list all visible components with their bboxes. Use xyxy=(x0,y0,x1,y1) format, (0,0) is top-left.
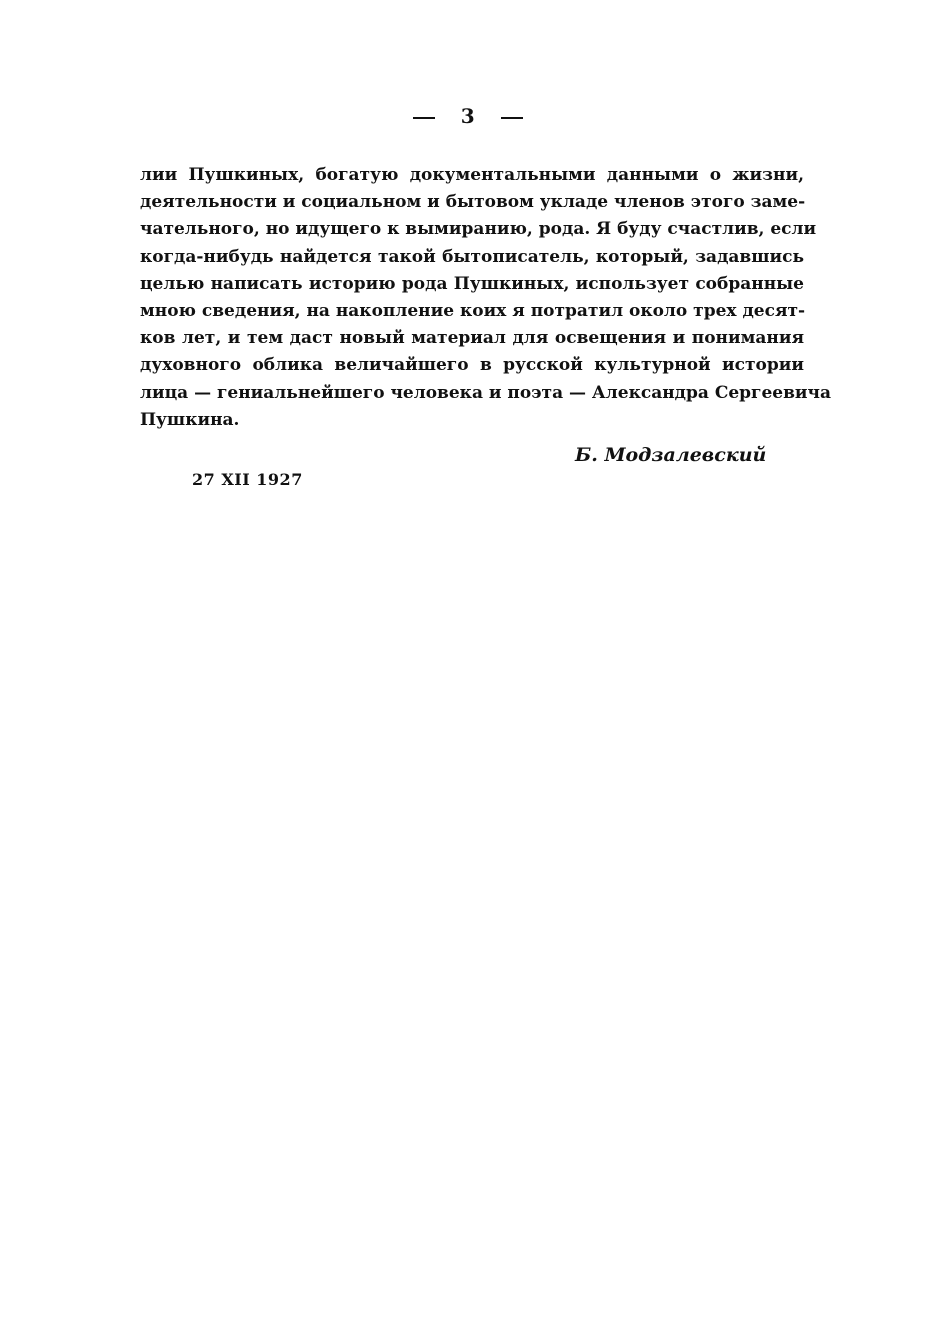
text-line: Пушкина. xyxy=(140,409,240,430)
page-number: 3 xyxy=(460,104,476,128)
text-line: деятельности и социальном и бытовом укладе членов этого заме- xyxy=(140,192,806,213)
date-line: 27 XII 1927 xyxy=(192,470,303,489)
text-line: ков лет, и тем даст новый материал для освещения и понимания xyxy=(140,328,804,349)
text-line: когда-нибудь найдется такой бытописатель, который, задавшись xyxy=(140,246,804,267)
text-line: целью написать историю рода Пушкиных, использует собранные xyxy=(140,273,804,294)
author-signature: Б. Модзалевский xyxy=(575,444,767,466)
right-dash xyxy=(501,117,523,119)
text-line: духовного облика величайшего в русской культурной истории xyxy=(140,355,804,376)
text-line: лии Пушкиных, богатую документальными данными о жизни, xyxy=(140,165,804,185)
text-line: чательного, но идущего к вымиранию, рода. Я буду счастлив, если xyxy=(140,219,817,240)
text-line: лица — гениальнейшего человека и поэта — Александра Сергеевича xyxy=(140,382,831,403)
body-paragraph xyxy=(140,162,831,434)
left-dash xyxy=(413,117,435,119)
text-line: мною сведения, на накопление коих я потратил около трех десят- xyxy=(140,300,806,321)
page-number-header xyxy=(0,104,936,128)
